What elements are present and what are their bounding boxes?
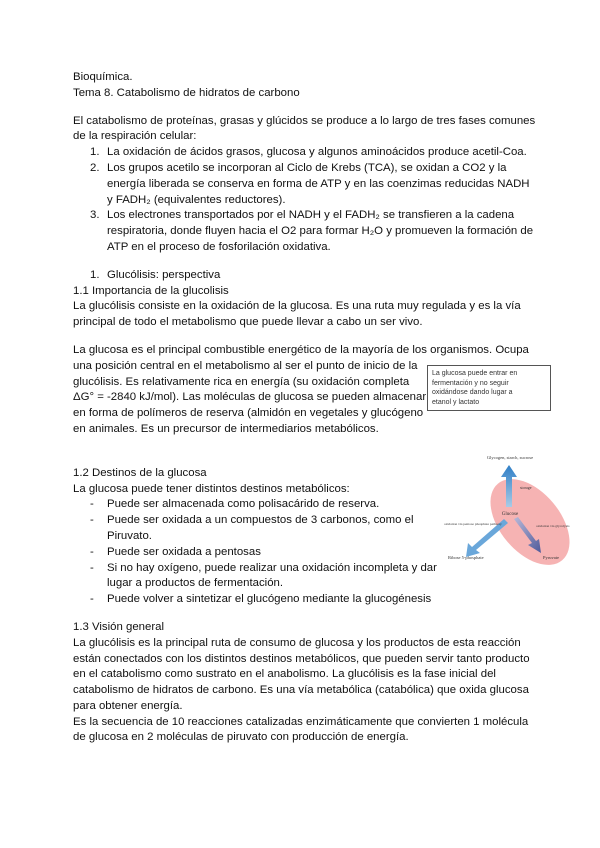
paragraph-line: La glucosa es el principal combustible energético de la mayoría de los organismos. Ocupa (73, 343, 529, 356)
item-text: La oxidación de ácidos grasos, glucosa y algunos aminoácidos produce acetil-Coa. (107, 146, 527, 159)
bullet-text: Piruvato. (107, 529, 152, 542)
paragraph-line: La glucólisis es la principal ruta de consumo de glucosa y los productos de esta reacción (73, 636, 521, 649)
paragraph-line: están conectados con los distintos destinos metabólicos, que pueden servir tanto producto (73, 652, 530, 665)
note-line: La glucosa puede entrar en (432, 370, 518, 377)
bullet-text: Si no hay oxígeno, puede realizar una oxidación incompleta y dar (107, 561, 437, 574)
label-glucose: Glucose (501, 512, 519, 517)
label-ribose: Ribose 5-phosphate (448, 555, 484, 560)
item-text: Los grupos acetilo se incorporan al Ciclo de Krebs (TCA), se oxidan a CO2 y la (107, 161, 507, 174)
bullet-text: Puede volver a sintetizar el glucógeno mediante la glucogénesis (107, 593, 432, 606)
subsection-heading: 1.1 Importancia de la glucolisis (73, 284, 229, 297)
margin-note-box (427, 365, 551, 411)
dash-bullet: - (90, 498, 94, 511)
list-item (73, 145, 553, 161)
item-text: ATP en el proceso de fosforilación oxidativa. (107, 240, 331, 253)
note-line: fermentación y no seguir (432, 379, 509, 387)
dash-bullet: - (90, 545, 94, 558)
label-pyruvate: Pyruvate (543, 555, 559, 560)
paragraph-line: en forma de polímeros de reserva (almidón en vegetales y glucógeno (73, 407, 424, 420)
list-item (73, 161, 553, 177)
bullet-text: Puede ser oxidada a un compuestos de 3 carbonos, como el (107, 514, 414, 527)
item-number: 1. (90, 146, 100, 159)
bullet-text: Puede ser almacenada como polisacárido de reserva. (107, 498, 380, 511)
paragraph-line: principal de todo el metabolismo que puede llevar a cabo un ser vivo. (73, 316, 423, 329)
label-pentose-pathway: oxidation via pentose phosphate pathway (444, 522, 502, 526)
paragraph-line: Es la secuencia de 10 reacciones catalizadas enzimáticamente que convierten 1 molécula (73, 715, 529, 728)
paragraph-line: La glucosa puede tener distintos destinos metabólicos: (73, 482, 350, 495)
subsection-heading: 1.2 Destinos de la glucosa (73, 466, 207, 479)
item-text: energía liberada se conserva en forma de ATP y en las coenzimas reducidas NADH (107, 177, 530, 190)
glycolysis-highlight (475, 464, 580, 572)
subject-title: Bioquímica. (73, 71, 133, 83)
paragraph-line: catabolismo de hidratos de carbono. Es una vía metabólica (catabólica) que oxida glucosa (73, 684, 529, 697)
paragraph-line: una posición central en el metabolismo al ser el punto de inicio de la (73, 359, 418, 372)
heading-text: Glucólisis: perspectiva (107, 268, 221, 281)
dash-bullet: - (90, 593, 94, 606)
paragraph-line: La glucólisis consiste en la oxidación de la glucosa. Es una ruta muy regulada y es la vía (73, 300, 521, 313)
intro-line: de la respiración celular: (73, 130, 197, 143)
dash-bullet: - (90, 514, 94, 527)
bullet-text: lugar a productos de fermentación. (107, 577, 284, 590)
paragraph-line: ΔG° = -2840 kJ/mol). Las moléculas de glucosa se pueden almacenar (73, 391, 427, 404)
note-line: etanol y lactato (432, 398, 480, 406)
subsection-heading: 1.3 Visión general (73, 620, 164, 633)
item-number: 2. (90, 161, 100, 174)
list-item (73, 208, 553, 224)
paragraph-line: en el catabolismo como sustrato en el anabolismo. La glucólisis es la fase inicial del (73, 668, 496, 681)
dash-bullet: - (90, 561, 94, 574)
item-number: 3. (90, 209, 100, 222)
item-text: Los electrones transportados por el NADH y el FADH₂ se transfieren a la cadena (107, 209, 515, 222)
heading-number: 1. (90, 268, 100, 281)
topic-title: Tema 8. Catabolismo de hidratos de carbono (73, 86, 300, 99)
glucose-fates-diagram (440, 447, 580, 572)
paragraph-line: en animales. Es un precursor de intermediarios metabólicos. (73, 422, 379, 435)
paragraph-line: para obtener energía. (73, 699, 183, 712)
note-line: oxidándose dando lugar a (432, 389, 513, 396)
label-glycolysis: oxidation via glycolysis (536, 524, 570, 528)
item-text: respiratoria, donde fluyen hacia el O2 para formar H₂O y promueven la formación de (107, 225, 534, 238)
intro-line: El catabolismo de proteínas, grasas y glúcidos se produce a lo largo de tres fases comunes (73, 114, 536, 127)
paragraph-line: de glucosa en 2 moléculas de piruvato con producción de energía. (73, 731, 409, 744)
bullet-item (73, 592, 553, 608)
label-glycogen: Glycogen, starch, sucrose (486, 455, 534, 460)
bullet-text: Puede ser oxidada a pentosas (107, 545, 261, 558)
paragraph-line: glucólisis. Es relativamente rica en energía (su oxidación completa (73, 375, 410, 388)
label-storage: storage (520, 485, 532, 490)
section-heading (73, 268, 553, 284)
item-text: y FADH₂ (equivalentes reductores). (107, 193, 286, 206)
